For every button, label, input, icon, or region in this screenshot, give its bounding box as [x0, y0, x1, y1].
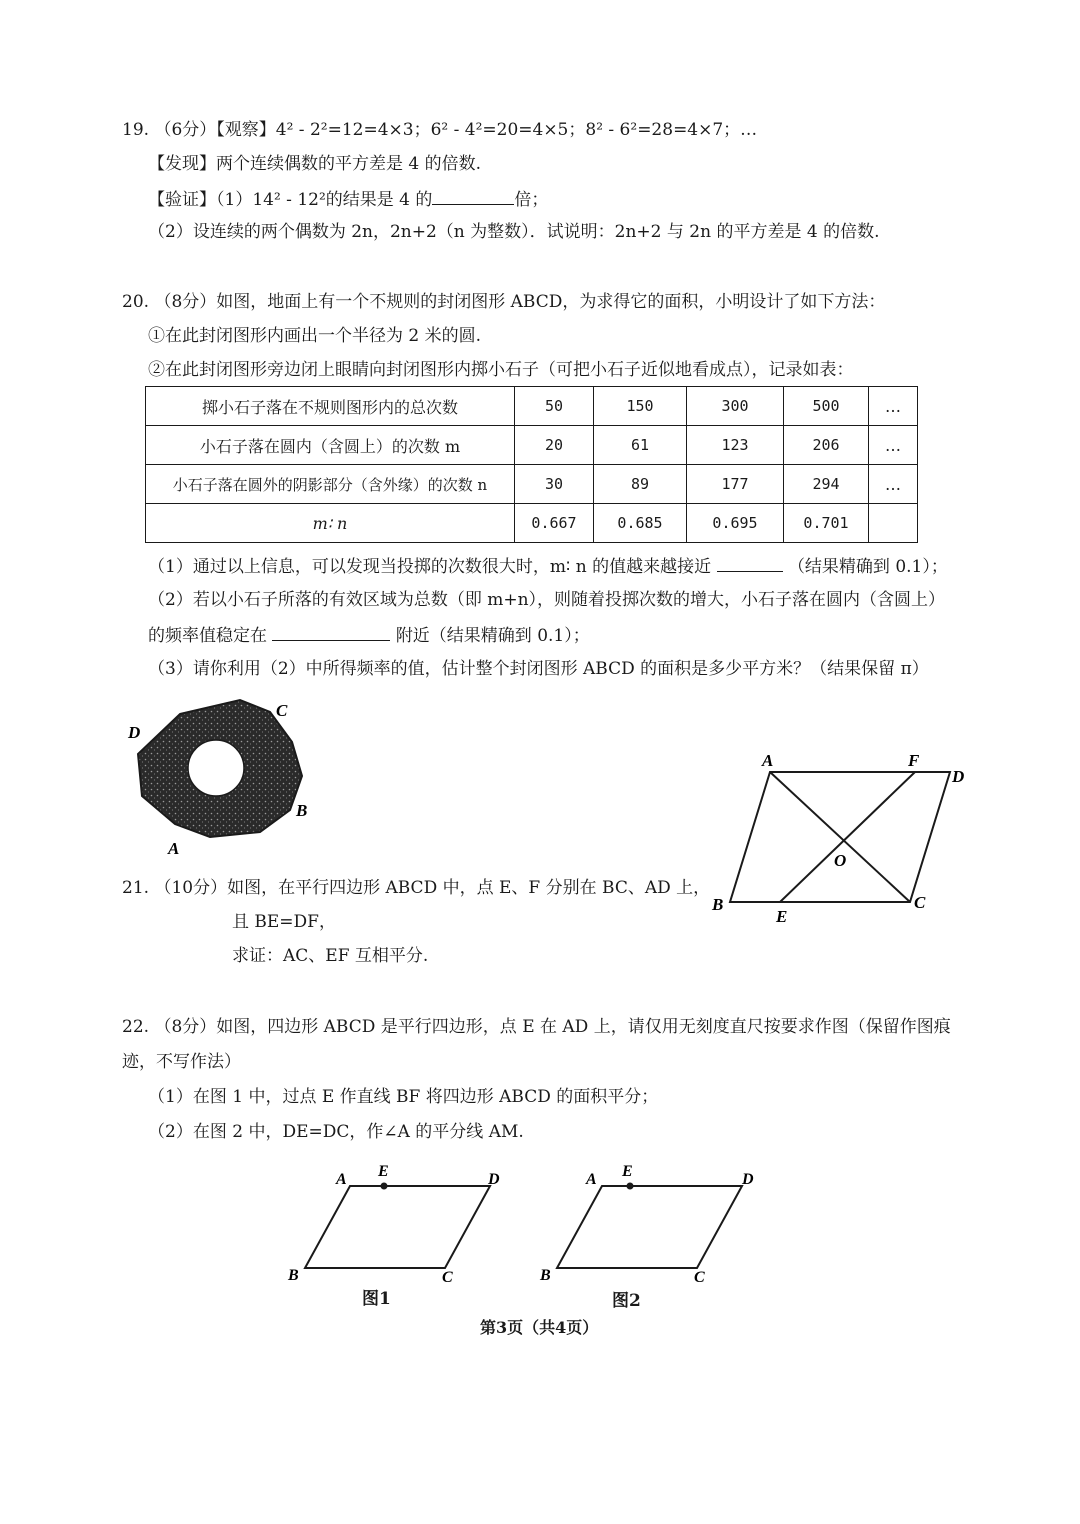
table-cell: 0.667 — [515, 504, 594, 543]
parallelogram-fig2 — [557, 1186, 742, 1268]
q21-figure — [700, 740, 990, 930]
table-cell: 300 — [687, 387, 784, 426]
q20-sub1-blank[interactable] — [717, 553, 783, 572]
q20-label-d: D — [128, 723, 141, 742]
table-cell: 206 — [784, 426, 869, 465]
table-row — [146, 387, 918, 426]
q20-sub2b-tail: 附近（结果精确到 0.1）； — [395, 626, 590, 646]
q21-label-f: F — [908, 751, 920, 770]
q20-sub2-blank[interactable] — [272, 622, 390, 641]
q21-label-d: D — [952, 767, 965, 786]
q22-figure-2-caption: 图2 — [612, 1291, 641, 1311]
table-row-label: 掷小石子落在不规则图形内的总次数 — [146, 387, 515, 426]
q22-sub2: （2）在图 2 中，DE=DC，作∠A 的平分线 AM. — [148, 1122, 524, 1142]
q21-head: 21. （10分）如图，在平行四边形 ABCD 中，点 E、F 分别在 BC、AD 上， — [122, 878, 711, 898]
q20-head: 20. （8分）如图，地面上有一个不规则的封闭图形 ABCD，为求得它的面积，小明设计了如下方法： — [122, 292, 886, 312]
q20-sub2a: （2）若以小石子所落的有效区域为总数（即 m+n），则随着投掷次数的增大，小石子落在圆内（含圆上） — [148, 590, 946, 610]
q22-head: 22. （8分）如图，四边形 ABCD 是平行四边形，点 E 在 AD 上，请仅用无刻度直尺按要求作图（保留作图痕 — [122, 1017, 951, 1037]
table-cell: 177 — [687, 465, 784, 504]
q20-step1: ①在此封闭图形内画出一个半径为 2 米的圆. — [148, 326, 482, 346]
q22f2-label-d: D — [742, 1171, 754, 1188]
q20-sub3: （3）请你利用（2）中所得频率的值，估计整个封闭图形 ABCD 的面积是多少平方米？（结果保留 π） — [148, 659, 929, 679]
q20-sub1-tail: （结果精确到 0.1）； — [787, 557, 948, 577]
q22-figure-1-caption: 图1 — [362, 1289, 391, 1309]
table-cell: … — [869, 426, 918, 465]
table-cell — [869, 504, 918, 543]
q20-sub2b-text: 的频率值稳定在 — [148, 626, 267, 646]
table-cell: 500 — [784, 387, 869, 426]
table-cell: 30 — [515, 465, 594, 504]
q22f2-label-c: C — [694, 1269, 705, 1286]
table-row-label: m∶ n — [146, 504, 515, 543]
segment-ef — [780, 772, 915, 902]
table-cell: 0.695 — [687, 504, 784, 543]
q22f1-label-c: C — [442, 1269, 453, 1286]
table-cell: 0.685 — [594, 504, 687, 543]
table-row-label: 小石子落在圆外的阴影部分（含外缘）的次数 n — [146, 465, 515, 504]
q22f2-label-e: E — [622, 1163, 633, 1180]
table-row — [146, 465, 918, 504]
table-cell: 50 — [515, 387, 594, 426]
q22f1-label-b: B — [288, 1267, 299, 1284]
q21-label-o: O — [834, 851, 847, 870]
q22f1-label-e: E — [378, 1163, 389, 1180]
table-row — [146, 426, 918, 465]
parallelogram-fig1 — [305, 1186, 490, 1268]
diagonal-ac — [770, 772, 910, 902]
q21-prove: 求证：AC、EF 互相平分. — [232, 946, 429, 966]
q20-sub1-text: （1）通过以上信息，可以发现当投掷的次数很大时，m∶ n 的值越来越接近 — [148, 557, 712, 577]
q20-sub2b — [148, 622, 590, 648]
q20-label-c: C — [276, 701, 288, 720]
q21-label-e: E — [776, 907, 788, 926]
point-e-fig2 — [627, 1183, 634, 1190]
table-cell: 294 — [784, 465, 869, 504]
table-cell: 20 — [515, 426, 594, 465]
q20-record-table — [145, 386, 918, 543]
q19-answer-blank[interactable] — [432, 186, 514, 205]
q20-sub1 — [148, 553, 948, 579]
q19-discover: 【发现】两个连续偶数的平方差是 4 的倍数. — [148, 154, 482, 174]
q21-label-a: A — [762, 751, 774, 770]
q20-label-a: A — [168, 839, 180, 858]
table-cell: 61 — [594, 426, 687, 465]
q22-sub1: （1）在图 1 中，过点 E 作直线 BF 将四边形 ABCD 的面积平分； — [148, 1087, 659, 1107]
table-row — [146, 504, 918, 543]
q22-figure-2 — [532, 1160, 772, 1290]
table-row-label: 小石子落在圆内（含圆上）的次数 m — [146, 426, 515, 465]
q20-figure — [120, 692, 330, 862]
q22f2-label-b: B — [540, 1267, 551, 1284]
table-cell: … — [869, 465, 918, 504]
table-cell: 150 — [594, 387, 687, 426]
table-cell: 89 — [594, 465, 687, 504]
q21-label-c: C — [914, 893, 926, 912]
table-cell: 0.701 — [784, 504, 869, 543]
page-footer: 第3页（共4页） — [480, 1318, 599, 1337]
q19-verify1 — [148, 186, 548, 212]
inner-circle — [188, 740, 244, 796]
q22-head2: 迹，不写作法） — [122, 1052, 241, 1072]
q20-step2: ②在此封闭图形旁边闭上眼睛向封闭图形内掷小石子（可把小石子近似地看成点），记录如表： — [148, 360, 854, 380]
q21-cond: 且 BE=DF， — [232, 912, 336, 932]
point-e-fig1 — [381, 1183, 388, 1190]
q19-head: 19. （6分）【观察】4² - 2²=12=4×3；6² - 4²=20=4×5；8² - 6²=28=4×7；… — [122, 120, 758, 140]
q20-label-b: B — [296, 801, 308, 820]
q19-verify1-text: 【验证】（1）14² - 12²的结果是 4 的 — [148, 190, 433, 210]
table-cell: … — [869, 387, 918, 426]
q22-figure-1 — [280, 1160, 510, 1290]
q19-verify2: （2）设连续的两个偶数为 2n，2n+2（n 为整数）．试说明：2n+2 与 2n 的平方差是 4 的倍数. — [148, 222, 880, 242]
q21-label-b: B — [712, 895, 724, 914]
q22f1-label-d: D — [488, 1171, 500, 1188]
q22f2-label-a: A — [586, 1171, 597, 1188]
q22f1-label-a: A — [336, 1171, 347, 1188]
table-cell: 123 — [687, 426, 784, 465]
q19-verify1-tail: 倍； — [514, 190, 549, 210]
